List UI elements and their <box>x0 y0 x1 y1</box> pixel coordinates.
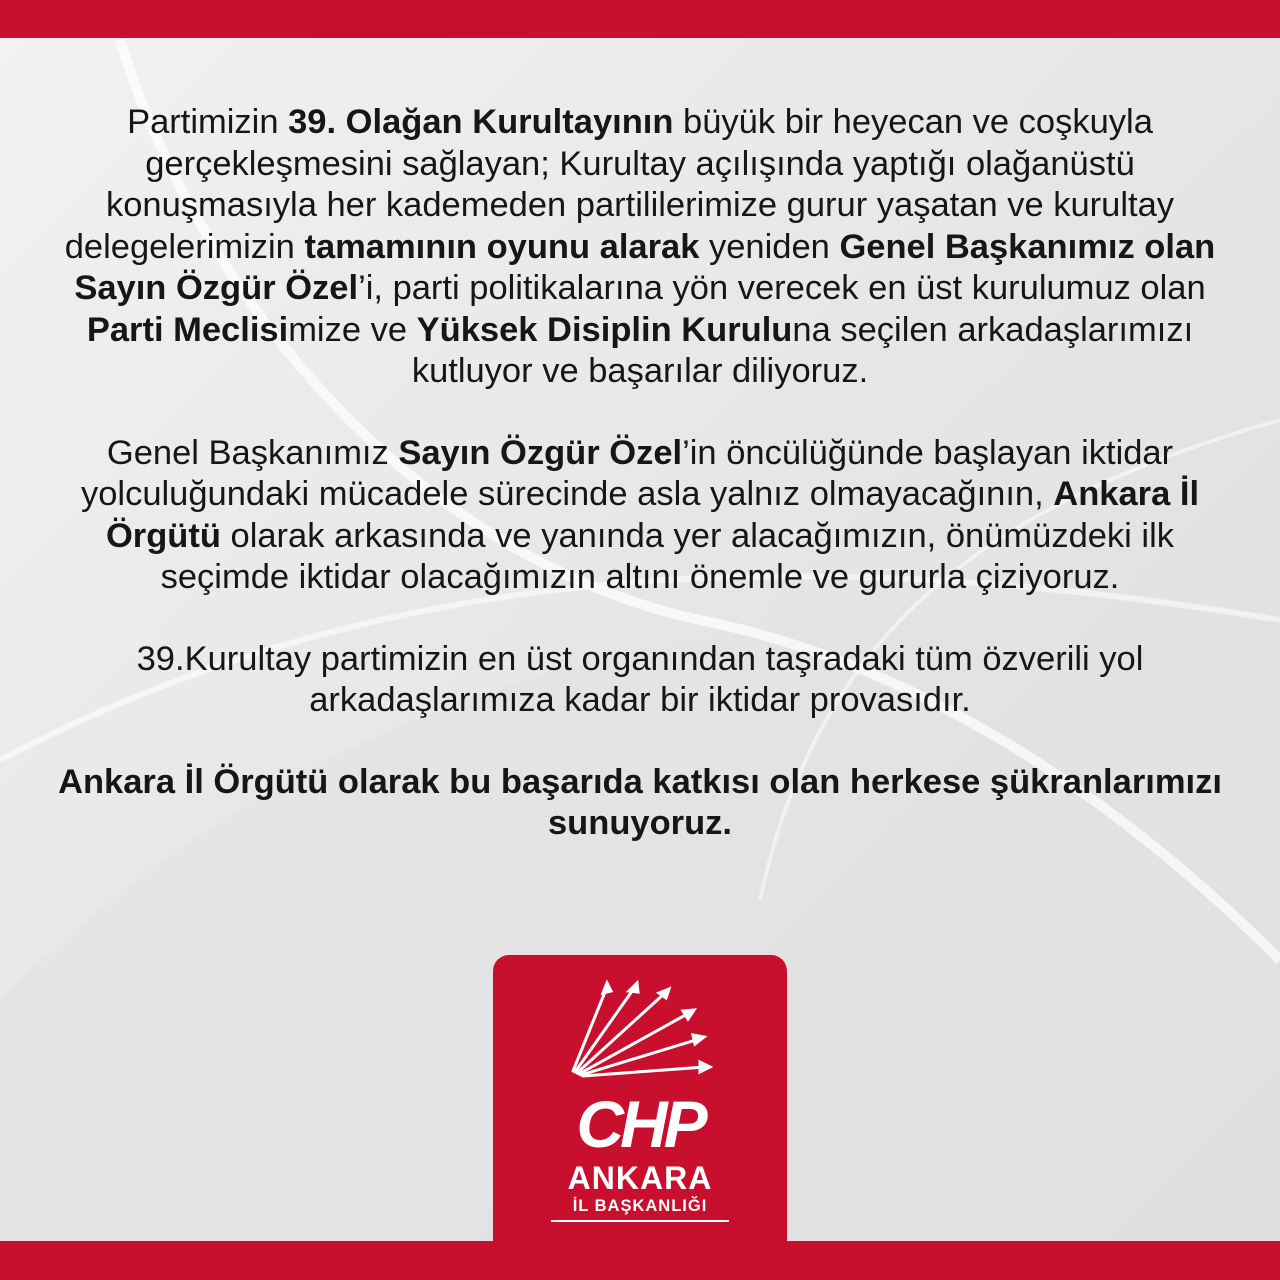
text-run: büyük bir heyecan ve coşkuyla gerçekleşmesini sağlayan; Kurultay açılışında yaptığı olağanüstü konuşmasıyla her kademeden partililerimize gurur yaşatan ve kurultay delegelerimizin <box>64 103 1175 266</box>
text-run: na seçilen arkadaşlarımızı kutluyor ve başarılar diliyoruz. <box>411 310 1194 390</box>
paragraph-2 <box>40 433 1240 599</box>
text-run: yeniden <box>699 227 840 266</box>
closing-statement: Ankara İl Örgütü olarak bu başarıda katkısı olan herkese şükranlarımızı sunuyoruz. <box>58 762 1222 842</box>
six-arrows-icon <box>563 979 713 1079</box>
paragraph-1 <box>40 102 1240 393</box>
bold-text-run: Sayın Özgür Özel <box>398 433 683 472</box>
bold-text-run: Ankara İl Örgütü <box>105 475 1200 555</box>
top-red-bar <box>0 0 1280 38</box>
chp-ankara-logo <box>493 955 787 1255</box>
logo-city: ANKARA <box>567 1160 713 1196</box>
text-run: Partimizin <box>127 103 289 141</box>
paragraph-3 <box>40 639 1240 722</box>
text-run: olarak arkasında ve yanında yer alacağımızın, önümüzdeki ilk seçimde iktidar olacağımızın altını önemle ve gururla çiziyoruz. <box>160 516 1175 596</box>
text-run: 39.Kurultay partimizin en üst organından taşradaki tüm özverili yol arkadaşlarımıza kadar bir iktidar provasıdır. <box>136 639 1144 719</box>
text-run: ’i, parti politikalarına yön verecek en üst kurulumuz olan <box>358 269 1206 307</box>
bold-text-run: Genel Başkanımız olan Sayın Özgür Özel <box>74 227 1216 307</box>
bold-text-run: 39. Olağan Kurultayının <box>288 103 674 141</box>
bold-text-run: Yüksek Disiplin Kurulu <box>416 310 793 349</box>
logo-subtitle: İL BAŞKANLIĞI <box>551 1194 729 1222</box>
text-run: ’in öncülüğünde başlayan iktidar yolculuğundaki mücadele sürecinde asla yalnız olmayacağının, <box>80 433 1174 513</box>
bottom-red-bar <box>0 1241 1280 1280</box>
bold-text-run: tamamının oyunu alarak <box>304 227 700 266</box>
bold-text-run: Parti Meclisi <box>86 310 289 349</box>
text-run: mize ve <box>288 310 417 349</box>
logo-brand: CHP <box>576 1087 704 1161</box>
statement-text <box>40 102 1240 885</box>
text-run: Genel Başkanımız <box>106 433 399 472</box>
